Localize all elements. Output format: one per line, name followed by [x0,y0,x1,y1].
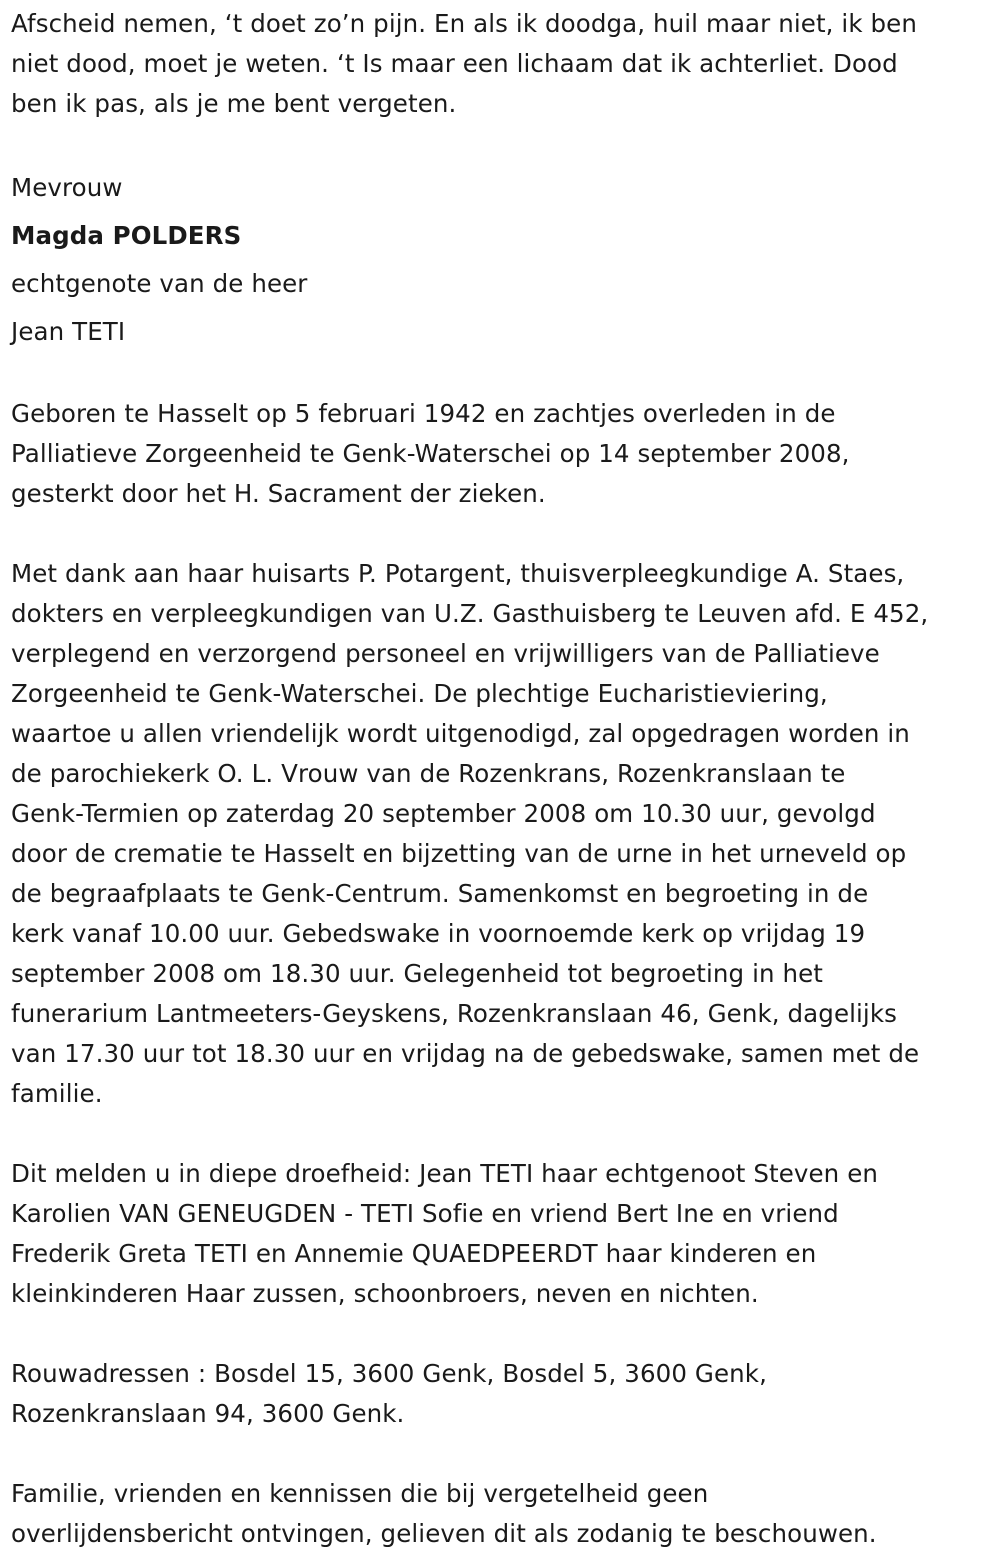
family-paragraph [11,1154,995,1314]
address-line: Rozenkranslaan 94, 3600 Genk. [11,1399,405,1428]
thanks-ceremony-line: kerk vanaf 10.00 uur. Gebedswake in voornoemde kerk op vrijdag 19 [11,919,866,948]
thanks-ceremony-line: de parochiekerk O. L. Vrouw van de Rozenkrans, Rozenkranslaan te [11,759,846,788]
spouse-name: Jean TETI [11,317,126,346]
poem-paragraph [11,4,995,124]
thanks-ceremony-line: september 2008 om 18.30 uur. Gelegenheid tot begroeting in het [11,959,823,988]
family-line: Dit melden u in diepe droefheid: Jean TETI haar echtgenoot Steven en [11,1159,879,1188]
addresses-paragraph [11,1354,995,1434]
family-line: Frederik Greta TETI en Annemie QUAEDPEERDT haar kinderen en [11,1239,817,1268]
relation-text: echtgenote van de heer [11,269,308,298]
paragraph-spacer [11,1114,995,1154]
birth-death-line: Palliatieve Zorgeenheid te Genk-Waterschei op 14 september 2008, [11,439,850,468]
thanks-ceremony-line: Met dank aan haar huisarts P. Potargent, thuisverpleegkundige A. Staes, [11,559,905,588]
thanks-ceremony-line: door de crematie te Hasselt en bijzetting van de urne in het urneveld op [11,839,907,868]
thanks-ceremony-line: verplegend en verzorgend personeel en vrijwilligers van de Palliatieve [11,639,880,668]
deceased-header [11,164,995,356]
paragraph-spacer [11,356,995,394]
closing-paragraph [11,1474,995,1554]
closing-line: overlijdensbericht ontvingen, gelieven dit als zodanig te beschouwen. [11,1519,877,1548]
birth-death-line: Geboren te Hasselt op 5 februari 1942 en zachtjes overleden in de [11,399,836,428]
birth-death-paragraph [11,394,995,514]
deceased-name: Magda POLDERS [11,221,242,250]
family-line: kleinkinderen Haar zussen, schoonbroers, neven en nichten. [11,1279,759,1308]
thanks-ceremony-line: Zorgeenheid te Genk-Waterschei. De plechtige Eucharistieviering, [11,679,828,708]
thanks-ceremony-line: de begraafplaats te Genk-Centrum. Samenkomst en begroeting in de [11,879,869,908]
paragraph-spacer [11,1314,995,1354]
thanks-ceremony-line: van 17.30 uur tot 18.30 uur en vrijdag na de gebedswake, samen met de [11,1039,920,1068]
salutation: Mevrouw [11,173,123,202]
closing-line: Familie, vrienden en kennissen die bij vergetelheid geen [11,1479,709,1508]
paragraph-spacer [11,124,995,164]
poem-line: niet dood, moet je weten. ‘t Is maar een lichaam dat ik achterliet. Dood [11,49,898,78]
poem-line: ben ik pas, als je me bent vergeten. [11,89,457,118]
thanks-ceremony-line: waartoe u allen vriendelijk wordt uitgenodigd, zal opgedragen worden in [11,719,910,748]
thanks-ceremony-line: Genk-Termien op zaterdag 20 september 2008 om 10.30 uur, gevolgd [11,799,876,828]
thanks-ceremony-line: dokters en verpleegkundigen van U.Z. Gasthuisberg te Leuven afd. E 452, [11,599,929,628]
obituary-document [11,4,995,1554]
thanks-ceremony-paragraph [11,554,995,1114]
address-line: Rouwadressen : Bosdel 15, 3600 Genk, Bosdel 5, 3600 Genk, [11,1359,767,1388]
poem-line: Afscheid nemen, ‘t doet zo’n pijn. En als ik doodga, huil maar niet, ik ben [11,9,917,38]
family-line: Karolien VAN GENEUGDEN - TETI Sofie en vriend Bert Ine en vriend [11,1199,839,1228]
thanks-ceremony-line: funerarium Lantmeeters-Geyskens, Rozenkranslaan 46, Genk, dagelijks [11,999,897,1028]
birth-death-line: gesterkt door het H. Sacrament der zieken. [11,479,546,508]
paragraph-spacer [11,1434,995,1474]
thanks-ceremony-line: familie. [11,1079,103,1108]
paragraph-spacer [11,514,995,554]
